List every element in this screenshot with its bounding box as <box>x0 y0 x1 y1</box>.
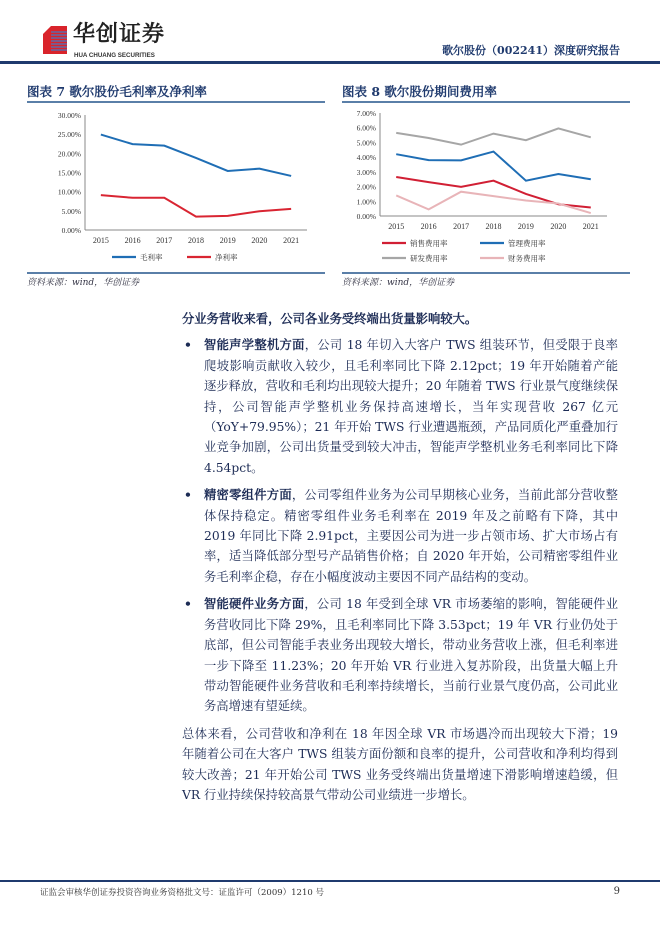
series-line-研发费用率 <box>396 128 591 144</box>
logo-text-cn: 华创证券 <box>73 22 166 47</box>
page-number: 9 <box>613 886 620 897</box>
y-tick-label: 4.00% <box>356 153 376 163</box>
y-tick-label: 10.00% <box>57 187 81 197</box>
chart-8-plot <box>342 103 630 271</box>
x-tick-label: 2018 <box>485 222 502 231</box>
y-tick-label: 25.00% <box>57 130 81 140</box>
y-tick-label: 5.00% <box>61 206 81 216</box>
x-tick-label: 2019 <box>517 222 534 231</box>
x-tick-label: 2021 <box>283 236 300 245</box>
x-tick-label: 2019 <box>219 236 236 245</box>
bullet-acoustic <box>182 335 618 478</box>
header-divider <box>0 61 660 64</box>
bullet-text: ，公司 18 年切入大客户 TWS 组装环节，但受限于良率爬坡影响贡献收入较少，且毛利率同比下降 2.12pct；19 年开始随着产能逐步释放，营收和毛利均出现较大提升；20 年随着 TWS 行业景气度继续保持，公司智能声学整机业务保持高速增长，当年实现营收 267 亿元（YoY+79.95%）；21 年开始 TWS 行业遭遇瓶颈，产品同质化严重叠加行业竞争加剧，公司出货量受到较大冲击，智能声学整机业务毛利率同比下降 4.54pct。 <box>204 338 618 475</box>
chart-8-bottom-rule <box>342 272 630 274</box>
x-tick-label: 2015 <box>92 236 109 245</box>
bullet-text: ，公司 18 年受到全球 VR 市场萎缩的影响，智能硬件业务营收同比下降 29%，且毛利率同比下降 3.53pct；19 年 VR 行业仍处于底部，但公司智能手表业务出现较大增长，带动业务营收上涨，但毛利率进一步下降至 11.23%；20 年开始 VR 行业进入复苏阶段，出货量大幅上升带动智能硬件业务营收和毛利率持续增长，当前行业景气度仍高，公司此业务高增速有望延续。 <box>204 597 618 714</box>
chart-7-source: 资料来源：wind，华创证券 <box>27 278 140 288</box>
bullet-dot-icon: • <box>184 487 192 503</box>
bullet-text: ，公司零组件业务为公司早期核心业务，当前此部分营收整体保持稳定。精密零组件业务毛利率在 2019 年及之前略有下降，其中 2019 年同比下降 2.91pct，主要因公司为进一步占领市场、扩大市场占有率，适当降低部分型号产品销售价格；自 2020 年开始，公司精密零组件业务毛利率企稳，存在小幅度波动主要因不同产品结构的变动。 <box>204 488 618 584</box>
bullet-components <box>182 485 618 587</box>
y-tick-label: 6.00% <box>356 123 376 133</box>
footer-license: 证监会审核华创证券投资咨询业务资格批文号：证监许可（2009）1210 号 <box>40 888 324 898</box>
legend-label: 研发费用率 <box>410 254 448 263</box>
footer-divider <box>0 880 660 882</box>
y-tick-label: 15.00% <box>57 168 81 178</box>
y-tick-label: 5.00% <box>356 138 376 148</box>
body-text <box>182 309 618 811</box>
x-tick-label: 2016 <box>420 222 437 231</box>
logo-text-en: HUA CHUANG SECURITIES <box>74 52 155 59</box>
series-line-净利率 <box>101 195 291 216</box>
y-tick-label: 0.00% <box>61 226 81 235</box>
summary-paragraph: 总体来看，公司营收和净利在 18 年因全球 VR 市场遇冷而出现较大下滑；19 年随着公司在大客户 TWS 组装方面份额和良率的提升，公司营收和净利均得到较大改善；21 年开始公司 TWS 业务受终端出货量增速下滑影响增速趋缓，但 VR 行业持续保持较高景气带动公司业绩进一步增长。 <box>182 726 618 802</box>
y-tick-label: 3.00% <box>356 167 376 177</box>
x-tick-label: 2017 <box>156 236 173 245</box>
legend-label: 净利率 <box>215 253 238 262</box>
x-tick-label: 2020 <box>251 236 268 245</box>
section-lead: 分业务营收来看，公司各业务受终端出货量影响较大。 <box>182 311 478 326</box>
chart-7-title: 图表 7 歌尔股份毛利率及净利率 <box>27 84 207 99</box>
bullet-title: 智能声学整机方面 <box>204 337 305 353</box>
x-tick-label: 2015 <box>388 222 405 231</box>
logo-mark-icon <box>43 26 67 54</box>
legend-label: 财务费用率 <box>508 254 546 263</box>
x-tick-label: 2018 <box>188 236 204 245</box>
series-line-财务费用率 <box>396 192 591 213</box>
chart-8-source: 资料来源：wind，华创证券 <box>342 278 455 288</box>
chart-7-bottom-rule <box>27 272 325 274</box>
y-tick-label: 7.00% <box>356 109 376 118</box>
chart-7-plot <box>27 103 325 271</box>
x-tick-label: 2020 <box>550 222 567 231</box>
bullet-title: 精密零组件方面 <box>204 487 292 503</box>
bullet-dot-icon: • <box>184 337 192 353</box>
x-tick-label: 2021 <box>582 222 599 231</box>
x-tick-label: 2016 <box>124 236 141 245</box>
company-logo <box>43 22 173 66</box>
legend-label: 管理费用率 <box>508 239 546 248</box>
x-tick-label: 2017 <box>453 222 470 231</box>
chart-8-title: 图表 8 歌尔股份期间费用率 <box>342 84 497 99</box>
series-line-销售费用率 <box>396 177 591 207</box>
legend-label: 毛利率 <box>140 253 163 262</box>
y-tick-label: 2.00% <box>356 182 376 192</box>
y-tick-label: 1.00% <box>356 197 376 207</box>
series-line-管理费用率 <box>396 152 591 181</box>
report-title: 歌尔股份（002241）深度研究报告 <box>442 44 620 57</box>
bullet-hardware <box>182 594 618 716</box>
y-tick-label: 30.00% <box>57 111 81 120</box>
y-tick-label: 0.00% <box>356 212 376 221</box>
legend-label: 销售费用率 <box>410 239 448 248</box>
y-tick-label: 20.00% <box>57 149 81 159</box>
bullet-dot-icon: • <box>184 596 192 612</box>
series-line-毛利率 <box>101 135 291 176</box>
bullet-title: 智能硬件业务方面 <box>204 596 305 612</box>
